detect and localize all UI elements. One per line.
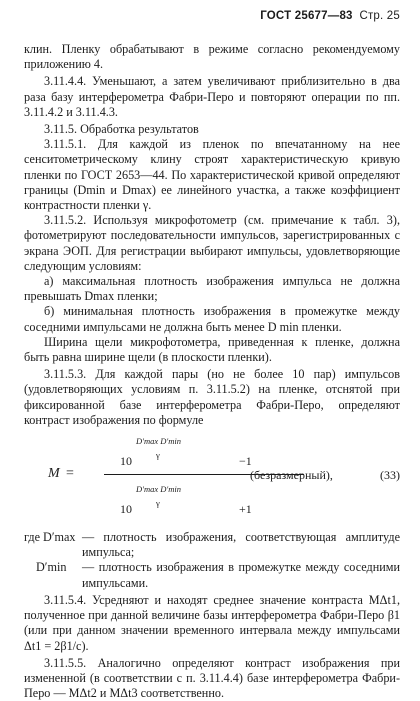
numerator-exponent: D′max D′min xyxy=(136,436,182,447)
condition-b: б) минимальная плотность изображения в промежутке между соседними импульсами не должна быть менее D min пленки. xyxy=(24,304,400,334)
denominator-exponent: D′max D′min xyxy=(136,484,182,495)
para-3-11-5-5: 3.11.5.5. Аналогично определяют контраст изображения при измененной (в соответствии с п. 3.11.4.4) базе интерферометра Фабри-Перо — MΔt2 и MΔt3 соответственно. xyxy=(24,655,400,701)
formula-lhs: M xyxy=(48,466,60,482)
page-header xyxy=(260,10,400,22)
para-continuation: клин. Пленку обрабатывают в режиме согласно рекомендуемому приложению 4. xyxy=(24,42,400,72)
para-3-11-5-1: 3.11.5.1. Для каждой из пленок по впечатанному на нее сенситометрическому клину строят характеристическую кривую пленки по ГОСТ 2653—44. По характеристической кривой определяют границы (Dmin и Dmax) ее линейного участка, а также коэффициент контрастности пленки γ. xyxy=(24,137,400,213)
slit-width-note: Ширина щели микрофотометра, приведенная к пленке, должна быть равна ширине щели (в плоскости пленки). xyxy=(24,334,400,365)
page-number: Стр. 25 xyxy=(359,10,400,22)
definition-term: где D′max xyxy=(24,530,76,545)
para-3-11-5-4: 3.11.5.4. Усредняют и находят среднее значение контраста MΔt1, полученное при данной величине базы интерферометра Фабри-Перо β1 (или при данном значении временного интервала между импульсами Δt1 = 2β1/c). xyxy=(24,592,400,653)
numerator-minus: −1 xyxy=(239,454,252,469)
numerator-gamma: γ xyxy=(156,450,160,461)
contrast-formula xyxy=(24,430,400,526)
heading-3-11-5: 3.11.5. Обработка результатов xyxy=(44,122,199,137)
definition-text: — плотность изображения в промежутке между соседними импульсами. xyxy=(82,560,400,590)
denominator-base: 10 xyxy=(120,502,132,517)
definition-text: — плотность изображения, соответствующая амплитуде импульса; xyxy=(82,530,400,560)
denominator-plus: +1 xyxy=(239,502,252,517)
condition-a: а) максимальная плотность изображения импульса не должна превышать Dmax пленки; xyxy=(24,274,400,304)
definition-dmin xyxy=(24,560,400,590)
page-body xyxy=(24,42,400,701)
gost-number: ГОСТ 25677—83 xyxy=(260,10,353,22)
formula-note: (безразмерный), xyxy=(250,468,333,483)
para-3-11-4-4: 3.11.4.4. Уменьшают, а затем увеличивают приблизительно в два раза базу интерферометра Фабри-Перо и повторяют операции по пп. 3.11.4.2 и 3.11.4.3. xyxy=(24,74,400,119)
formula-number: (33) xyxy=(380,468,400,483)
para-3-11-5-3: 3.11.5.3. Для каждой пары (но не более 10 пар) импульсов (удовлетворяющих условиям п. 3.11.5.2) на пленке, отснятой при фиксированной базе интерферометра Фабри-Перо, определяют контраст изображения по формуле xyxy=(24,367,400,427)
formula-eq: = xyxy=(66,466,74,482)
definition-term: D′min xyxy=(36,560,67,575)
para-3-11-5-2: 3.11.5.2. Используя микрофотометр (см. примечание к табл. 3), фотометрируют последовательности импульсов, зарегистрированных с экрана ЭОП. Для регистрации выбирают импульсы, удовлетворяющие следующим условиям: xyxy=(24,213,400,273)
numerator-base: 10 xyxy=(120,454,132,469)
definition-dmax xyxy=(24,530,400,560)
denominator-gamma: γ xyxy=(156,498,160,509)
